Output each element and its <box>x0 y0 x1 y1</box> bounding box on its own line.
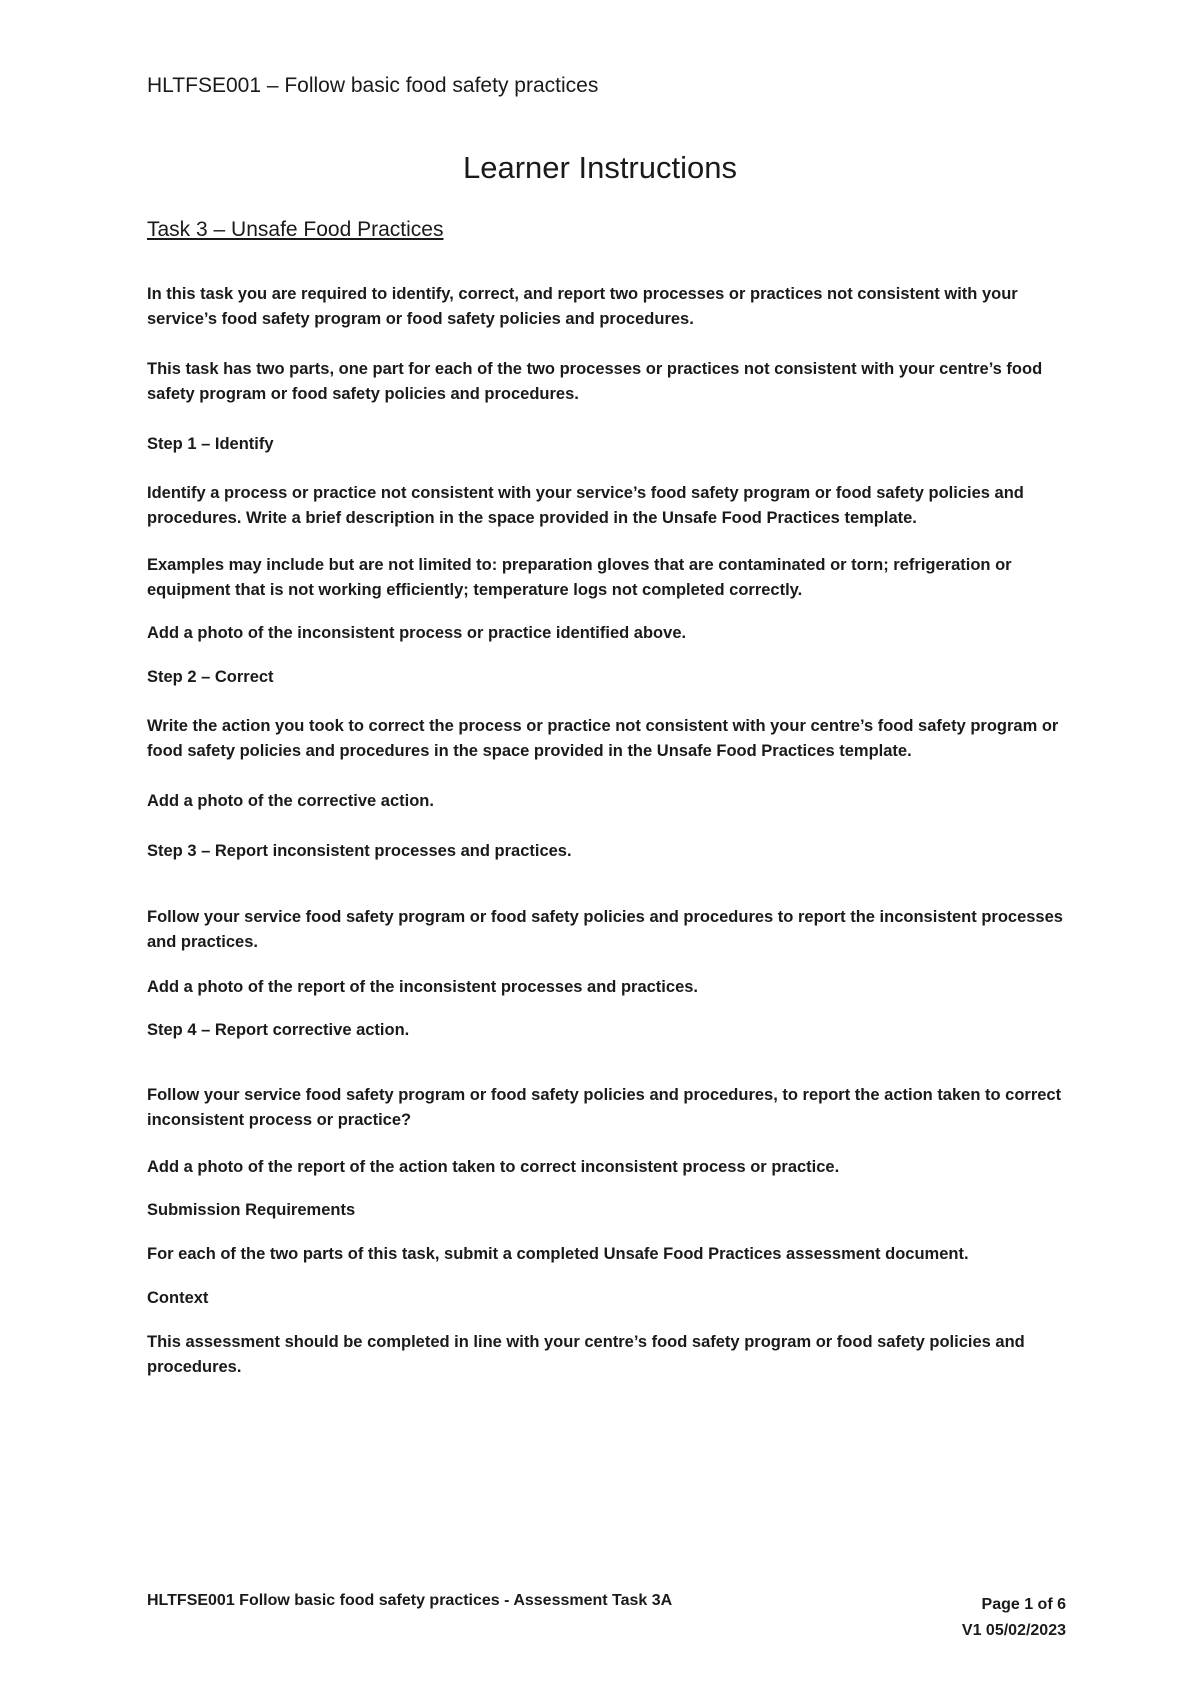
running-header: HLTFSE001 – Follow basic food safety practices <box>147 74 599 97</box>
step3-heading: Step 3 – Report inconsistent processes and practices. <box>147 842 572 860</box>
step2-photo: Add a photo of the corrective action. <box>147 792 434 810</box>
step4-heading: Step 4 – Report corrective action. <box>147 1021 410 1039</box>
parts-paragraph: This task has two parts, one part for each of the two processes or practices not consistent with your centre’s food safety program or food safety policies and procedures. <box>147 360 1043 403</box>
step1-instruction: Identify a process or practice not consistent with your service’s food safety program or food safety policies and procedures. Write a brief description in the space provided in the Unsafe Food Practices template. <box>147 484 1024 527</box>
footer-meta <box>962 1592 1066 1644</box>
step4-instruction: Follow your service food safety program or food safety policies and procedures, to report the action taken to correct inconsistent process or practice? <box>147 1086 1062 1129</box>
step3-instruction: Follow your service food safety program or food safety policies and procedures to report the inconsistent processes and practices. <box>147 908 1063 951</box>
step1-examples: Examples may include but are not limited to: preparation gloves that are contaminated or torn; refrigeration or equipment that is not working efficiently; temperature logs not completed correctly. <box>147 556 1012 599</box>
step3-photo: Add a photo of the report of the inconsistent processes and practices. <box>147 978 699 996</box>
context-text: This assessment should be completed in line with your centre’s food safety program or food safety policies and procedures. <box>147 1333 1025 1376</box>
footer-title: HLTFSE001 Follow basic food safety practices - Assessment Task 3A <box>147 1592 673 1609</box>
page-title: Learner Instructions <box>463 150 737 185</box>
intro-paragraph: In this task you are required to identify, correct, and report two processes or practices not consistent with your service’s food safety program or food safety policies and procedures. <box>147 285 1018 328</box>
version-date: V1 05/02/2023 <box>961 1622 1066 1639</box>
submission-text: For each of the two parts of this task, submit a completed Unsafe Food Practices assessment document. <box>147 1245 969 1263</box>
step2-instruction: Write the action you took to correct the process or practice not consistent with your centre’s food safety program or food safety policies and procedures in the space provided in the Unsafe Food Practices template. <box>147 717 1059 760</box>
context-heading: Context <box>147 1289 209 1307</box>
step1-heading: Step 1 – Identify <box>147 435 274 453</box>
submission-heading: Submission Requirements <box>147 1201 356 1219</box>
step2-heading: Step 2 – Correct <box>147 668 274 686</box>
page-number: Page 1 of 6 <box>981 1596 1066 1613</box>
step4-photo: Add a photo of the report of the action taken to correct inconsistent process or practice. <box>147 1158 840 1176</box>
step1-photo: Add a photo of the inconsistent process or practice identified above. <box>147 624 687 642</box>
task-heading: Task 3 – Unsafe Food Practices <box>147 218 444 241</box>
